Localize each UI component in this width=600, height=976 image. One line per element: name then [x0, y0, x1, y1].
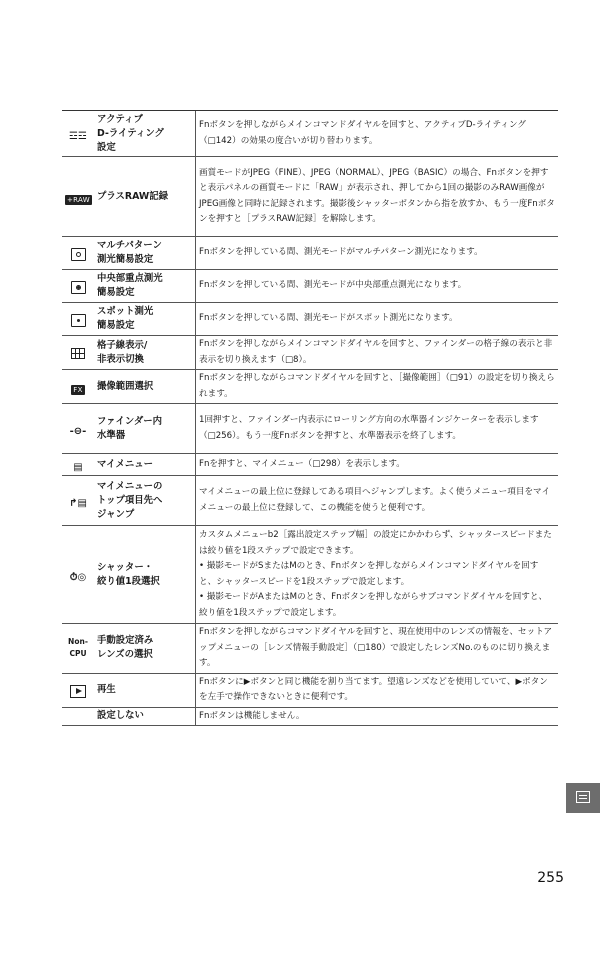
row-name: マイメニューの トップ項目先へ ジャンプ — [94, 476, 196, 526]
center-weighted-metering-icon — [71, 281, 86, 294]
row-description: Fnボタンを押している間、測光モードがマルチパターン測光になります。 — [196, 237, 559, 270]
row-name: スポット測光 簡易設定 — [94, 303, 196, 336]
table-row — [62, 336, 558, 370]
non-cpu-lens-icon: Non-CPU — [68, 637, 88, 659]
table-row — [62, 237, 558, 270]
row-description: Fnボタンを押している間、測光モードが中央部重点測光になります。 — [196, 270, 559, 303]
section-tab[interactable] — [566, 783, 600, 813]
row-description: マイメニューの最上位に登録してある項目へジャンプします。よく使うメニュー項目をマイメニューの最上位に登録して、この機能を使うと便利です。 — [196, 476, 559, 526]
table-row — [62, 157, 558, 237]
row-name: マルチパターン 測光簡易設定 — [94, 237, 196, 270]
shutter-aperture-lock-icon: ⏱◎ — [69, 572, 87, 583]
my-menu-icon: ▤ — [73, 462, 83, 473]
viewfinder-level-icon: -⊖- — [69, 426, 87, 437]
table-row — [62, 404, 558, 454]
row-description: Fnボタンを押している間、測光モードがスポット測光になります。 — [196, 303, 559, 336]
table-row — [62, 624, 558, 674]
row-name: 撮像範囲選択 — [94, 370, 196, 404]
row-description: Fnボタンに▶ボタンと同じ機能を割り当てます。望遠レンズなどを使用していて、▶ボタンを左手で操作できないときに便利です。 — [196, 673, 559, 707]
matrix-metering-icon — [71, 248, 86, 261]
table-row — [62, 454, 558, 476]
my-menu-top-item-icon: ↱▤ — [69, 498, 87, 509]
row-description: カスタムメニューb2［露出設定ステップ幅］の設定にかかわらず、シャッタースピードまたは絞り値を1段ステップで設定できます。 • 撮影モードがSまたはMのとき、Fnボタンを押しながらメインコマンドダイヤルを回すと、シャッタースピードを1段ステップで設定します。 • 撮影モードがAまたはMのとき、Fnボタンを押しながらサブコマンドダイヤルを回すと、絞り値を1段ステップで設定します。 — [196, 526, 559, 624]
row-description: Fnボタンを押しながらコマンドダイヤルを回すと、現在使用中のレンズの情報を、セットアップメニューの［レンズ情報手動設定］（□180）で設定したレンズNo.のものに切り換えます。 — [196, 624, 559, 674]
table-row — [62, 370, 558, 404]
row-description: Fnボタンを押しながらメインコマンドダイヤルを回すと、ファインダーの格子線の表示と非表示を切り換えます（□8）。 — [196, 336, 559, 370]
plus-raw-icon: +RAW — [67, 196, 90, 204]
table-row — [62, 111, 558, 157]
spot-metering-icon — [71, 314, 86, 327]
fn-function-table — [62, 110, 558, 726]
table-row — [62, 707, 558, 726]
row-name: 格子線表示/ 非表示切換 — [94, 336, 196, 370]
row-description: 画質モードがJPEG（FINE）、JPEG（NORMAL）、JPEG（BASIC）の場合、Fnボタンを押すと表示パネルの画質モードに「RAW」が表示され、押してから1回の撮影のみRAW画像がJPEG画像と同時に記録されます。撮影後シャッターボタンから指を放すか、もう一度Fnボタンを押すと［プラスRAW記録］を解除します。 — [196, 157, 559, 237]
row-description: Fnボタンを押しながらコマンドダイヤルを回すと、［撮像範囲］（□91）の設定を切り換えられます。 — [196, 370, 559, 404]
row-description: Fnを押すと、マイメニュー（□298）を表示します。 — [196, 454, 559, 476]
row-description: Fnボタンは機能しません。 — [196, 707, 559, 726]
page-number: 255 — [537, 870, 564, 886]
table-row — [62, 270, 558, 303]
table-row — [62, 476, 558, 526]
row-name: 設定しない — [94, 707, 196, 726]
menu-list-icon — [576, 791, 590, 803]
row-name: マイメニュー — [94, 454, 196, 476]
row-description: 1回押すと、ファインダー内表示にローリング方向の水準器インジケーターを表示します（□256）。もう一度Fnボタンを押すと、水準器表示を終了します。 — [196, 404, 559, 454]
row-name: プラスRAW記録 — [94, 157, 196, 237]
table-row — [62, 526, 558, 624]
playback-icon — [70, 685, 86, 698]
row-name: 再生 — [94, 673, 196, 707]
row-name: シャッター・ 絞り値1段選択 — [94, 526, 196, 624]
grid-display-icon — [71, 348, 85, 359]
row-description: Fnボタンを押しながらメインコマンドダイヤルを回すと、アクティブD-ライティング（□142）の効果の度合いが切り替わります。 — [196, 111, 559, 157]
table-row — [62, 673, 558, 707]
table-row — [62, 303, 558, 336]
row-name: 中央部重点測光 簡易設定 — [94, 270, 196, 303]
row-name: ファインダー内 水準器 — [94, 404, 196, 454]
image-area-icon: FX — [73, 386, 83, 394]
active-d-lighting-icon: ☲☲ — [69, 131, 87, 142]
row-name: アクティブ D-ライティング 設定 — [94, 111, 196, 157]
row-name: 手動設定済み レンズの選択 — [94, 624, 196, 674]
